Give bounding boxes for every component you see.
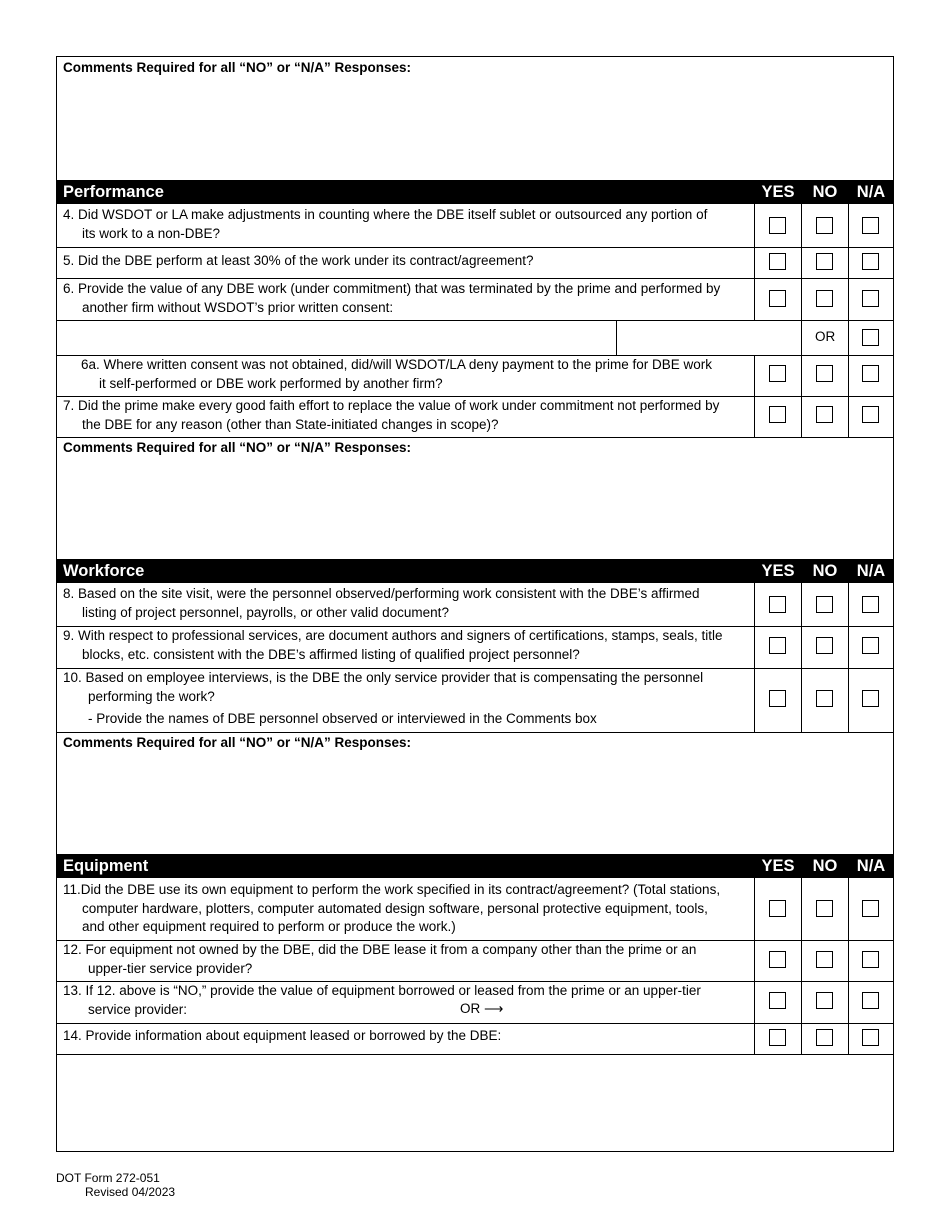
- yes-checkbox[interactable]: [769, 406, 786, 423]
- na-checkbox[interactable]: [862, 253, 879, 270]
- yes-checkbox[interactable]: [769, 1029, 786, 1046]
- yes-column-header: YES: [761, 183, 795, 201]
- yes-checkbox[interactable]: [769, 365, 786, 382]
- na-checkbox[interactable]: [862, 406, 879, 423]
- na-checkbox[interactable]: [862, 951, 879, 968]
- no-checkbox[interactable]: [816, 596, 833, 613]
- yes-checkbox[interactable]: [769, 637, 786, 654]
- question-row-4: [57, 204, 893, 248]
- value-amount-field[interactable]: [617, 320, 801, 354]
- yes-checkbox[interactable]: [769, 900, 786, 917]
- equipment-info-box[interactable]: [57, 1054, 893, 1151]
- question-row-14: [57, 1023, 893, 1055]
- yes-checkbox[interactable]: [769, 992, 786, 1009]
- na-checkbox[interactable]: [862, 1029, 879, 1046]
- no-checkbox[interactable]: [816, 406, 833, 423]
- comments-label: Comments Required for all “NO” or “N/A” Responses:: [63, 440, 412, 455]
- no-column-header: NO: [812, 183, 838, 201]
- question-text: 4. Did WSDOT or LA make adjustments in counting where the DBE itself sublet or outsourced any portion of its work to a non-DBE?: [63, 207, 708, 241]
- yes-checkbox[interactable]: [769, 253, 786, 270]
- no-column-header: NO: [812, 857, 838, 875]
- question-text: 8. Based on the site visit, were the personnel observed/performing work consistent with the DBE’s affirmed listing of project personnel, payrolls, or other valid document?: [63, 586, 700, 620]
- question-text: 6a. Where written consent was not obtained, did/will WSDOT/LA deny payment to the prime for DBE work it self-performed or DBE work performed by another firm?: [81, 357, 713, 391]
- question-row-13: [57, 981, 893, 1024]
- no-checkbox[interactable]: [816, 253, 833, 270]
- question-row-8: [57, 583, 893, 627]
- performance-section-header: [57, 180, 893, 204]
- no-checkbox[interactable]: [816, 690, 833, 707]
- no-checkbox[interactable]: [816, 217, 833, 234]
- question-row-7: [57, 396, 893, 438]
- question-text: 11.Did the DBE use its own equipment to perform the work specified in its contract/agreement? (Total stations, computer hardware, plotters, computer automated design software, personal protective equipment, tools, and other equipment required to perform or produce the work.): [63, 882, 721, 934]
- na-checkbox[interactable]: [862, 596, 879, 613]
- or-checkbox[interactable]: [862, 329, 879, 346]
- comments-label: Comments Required for all “NO” or “N/A” Responses:: [63, 60, 412, 75]
- yes-checkbox[interactable]: [769, 690, 786, 707]
- na-checkbox[interactable]: [862, 290, 879, 307]
- value-input-field[interactable]: [57, 320, 616, 354]
- question-row-6: [57, 278, 893, 321]
- na-checkbox[interactable]: [862, 900, 879, 917]
- question-row-12: [57, 940, 893, 982]
- checklist-form: [56, 56, 894, 1152]
- comments-box-workforce[interactable]: [57, 732, 893, 854]
- no-checkbox[interactable]: [816, 290, 833, 307]
- na-checkbox[interactable]: [862, 690, 879, 707]
- no-checkbox[interactable]: [816, 637, 833, 654]
- question-text: 13. If 12. above is “NO,” provide the value of equipment borrowed or leased from the prime or an upper-tier service provider:: [63, 983, 701, 1017]
- or-label: OR: [815, 329, 836, 344]
- comments-box-performance[interactable]: [57, 437, 893, 559]
- question-text: 12. For equipment not owned by the DBE, did the DBE lease it from a company other than the prime or an upper-tier service provider?: [63, 942, 697, 976]
- question-text: 5. Did the DBE perform at least 30% of the work under its contract/agreement?: [63, 253, 534, 268]
- no-checkbox[interactable]: [816, 1029, 833, 1046]
- yes-column-header: YES: [761, 562, 795, 580]
- na-column-header: N/A: [856, 562, 886, 580]
- no-checkbox[interactable]: [816, 992, 833, 1009]
- equipment-section-header: [57, 854, 893, 878]
- question-row-5: [57, 247, 893, 279]
- or-arrow-label: OR ⟶: [460, 1001, 504, 1016]
- no-checkbox[interactable]: [816, 951, 833, 968]
- na-checkbox[interactable]: [862, 992, 879, 1009]
- section-title: Performance: [63, 183, 164, 201]
- question-text: 7. Did the prime make every good faith effort to replace the value of work under commitment not performed by the DBE for any reason (other than State-initiated changes in scope)?: [63, 398, 720, 432]
- no-checkbox[interactable]: [816, 900, 833, 917]
- workforce-section-header: [57, 559, 893, 583]
- section-title: Equipment: [63, 857, 149, 875]
- question-6-value-row: [57, 320, 893, 356]
- na-checkbox[interactable]: [862, 217, 879, 234]
- question-row-9: [57, 626, 893, 669]
- comments-box-top[interactable]: [57, 57, 893, 180]
- yes-checkbox[interactable]: [769, 951, 786, 968]
- na-column-header: N/A: [856, 857, 886, 875]
- question-row-10: [57, 668, 893, 733]
- yes-checkbox[interactable]: [769, 217, 786, 234]
- question-text: 14. Provide information about equipment leased or borrowed by the DBE:: [63, 1028, 502, 1043]
- na-checkbox[interactable]: [862, 365, 879, 382]
- no-checkbox[interactable]: [816, 365, 833, 382]
- question-row-6a: [57, 355, 893, 397]
- revision-date: Revised 04/2023: [85, 1185, 176, 1199]
- question-text: 10. Based on employee interviews, is the DBE the only service provider that is compensating the personnel performing the work? - Provide the names of DBE personnel observed or interviewed in the Comments box: [63, 669, 751, 729]
- no-column-header: NO: [812, 562, 838, 580]
- comments-label: Comments Required for all “NO” or “N/A” Responses:: [63, 735, 412, 750]
- question-row-11: [57, 878, 893, 941]
- question-text: 6. Provide the value of any DBE work (under commitment) that was terminated by the prime and performed by another firm without WSDOT’s prior written consent:: [63, 281, 721, 315]
- na-column-header: N/A: [856, 183, 886, 201]
- yes-checkbox[interactable]: [769, 290, 786, 307]
- na-checkbox[interactable]: [862, 637, 879, 654]
- form-number: DOT Form 272-051: [56, 1171, 160, 1185]
- yes-column-header: YES: [761, 857, 795, 875]
- bullet-instruction: - Provide the names of DBE personnel observed or interviewed in the Comments box: [88, 711, 597, 726]
- section-title: Workforce: [63, 562, 145, 580]
- yes-checkbox[interactable]: [769, 596, 786, 613]
- form-footer: [56, 1171, 175, 1199]
- question-text: 9. With respect to professional services, are document authors and signers of certifications, stamps, seals, title blocks, etc. consistent with the DBE’s affirmed listing of qualified project personnel?: [63, 628, 723, 662]
